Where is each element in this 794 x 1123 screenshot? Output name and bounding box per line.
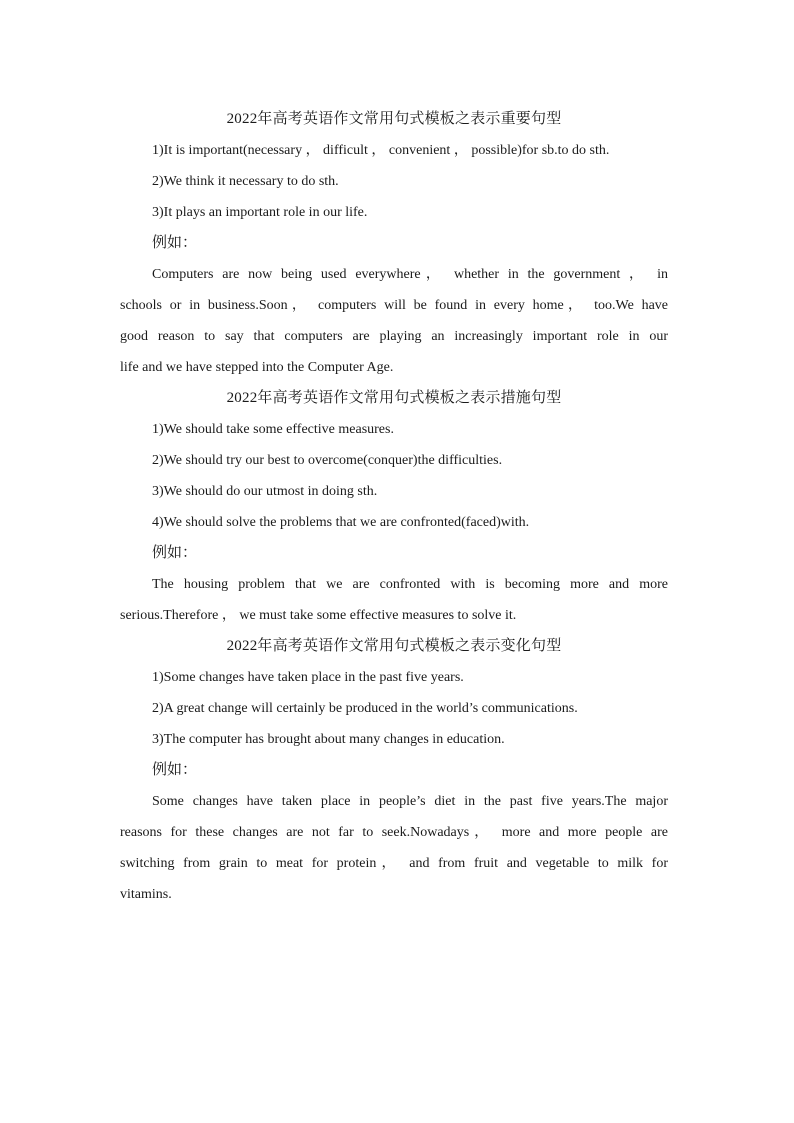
pattern-item: 2)We think it necessary to do sth. xyxy=(152,174,339,189)
document-page xyxy=(120,104,668,910)
paragraph-line: The housing problem that we are confronted with is becoming more and more xyxy=(152,577,668,592)
section-title: 2022年高考英语作文常用句式模板之表示措施句型 xyxy=(226,390,562,406)
section-measures xyxy=(120,383,668,631)
pattern-item: 1)Some changes have taken place in the past five years. xyxy=(152,670,464,685)
section-title: 2022年高考英语作文常用句式模板之表示重要句型 xyxy=(226,111,562,127)
example-paragraph xyxy=(120,569,668,631)
example-label: 例如： xyxy=(152,545,198,561)
paragraph-line: good reason to say that computers are playing an increasingly important role in our xyxy=(120,329,668,344)
paragraph-line: vitamins. xyxy=(120,887,172,902)
example-label: 例如： xyxy=(152,235,198,251)
section-importance xyxy=(120,104,668,383)
pattern-item: 3)We should do our utmost in doing sth. xyxy=(152,484,378,499)
section-title: 2022年高考英语作文常用句式模板之表示变化句型 xyxy=(226,638,562,654)
example-label: 例如： xyxy=(152,762,198,778)
pattern-item: 4)We should solve the problems that we are confronted(faced)with. xyxy=(152,515,530,530)
paragraph-line: Some changes have taken place in people’s diet in the past five years.The major xyxy=(152,794,668,809)
paragraph-line: reasons for these changes are not far to seek.Nowadays， more and more people are xyxy=(120,825,668,840)
paragraph-line: serious.Therefore ， we must take some effective measures to solve it. xyxy=(120,608,517,623)
pattern-item: 1)We should take some effective measures. xyxy=(152,422,394,437)
pattern-item: 3)It plays an important role in our life. xyxy=(152,205,368,220)
example-paragraph xyxy=(120,786,668,910)
example-paragraph xyxy=(120,259,668,383)
paragraph-line: switching from grain to meat for protein， and from fruit and vegetable to milk for xyxy=(120,856,668,871)
pattern-item: 2)We should try our best to overcome(conquer)the difficulties. xyxy=(152,453,503,468)
paragraph-line: Computers are now being used everywhere， whether in the government ， in xyxy=(152,267,668,282)
pattern-item: 3)The computer has brought about many changes in education. xyxy=(152,732,505,747)
section-changes xyxy=(120,631,668,910)
pattern-item: 1)It is important(necessary ， difficult ， convenient ， possible)for sb.to do sth. xyxy=(152,143,610,158)
paragraph-line: schools or in business.Soon， computers will be found in every home， too.We have xyxy=(120,298,668,313)
paragraph-line: life and we have stepped into the Computer Age. xyxy=(120,360,394,375)
pattern-item: 2)A great change will certainly be produced in the world’s communications. xyxy=(152,701,578,716)
